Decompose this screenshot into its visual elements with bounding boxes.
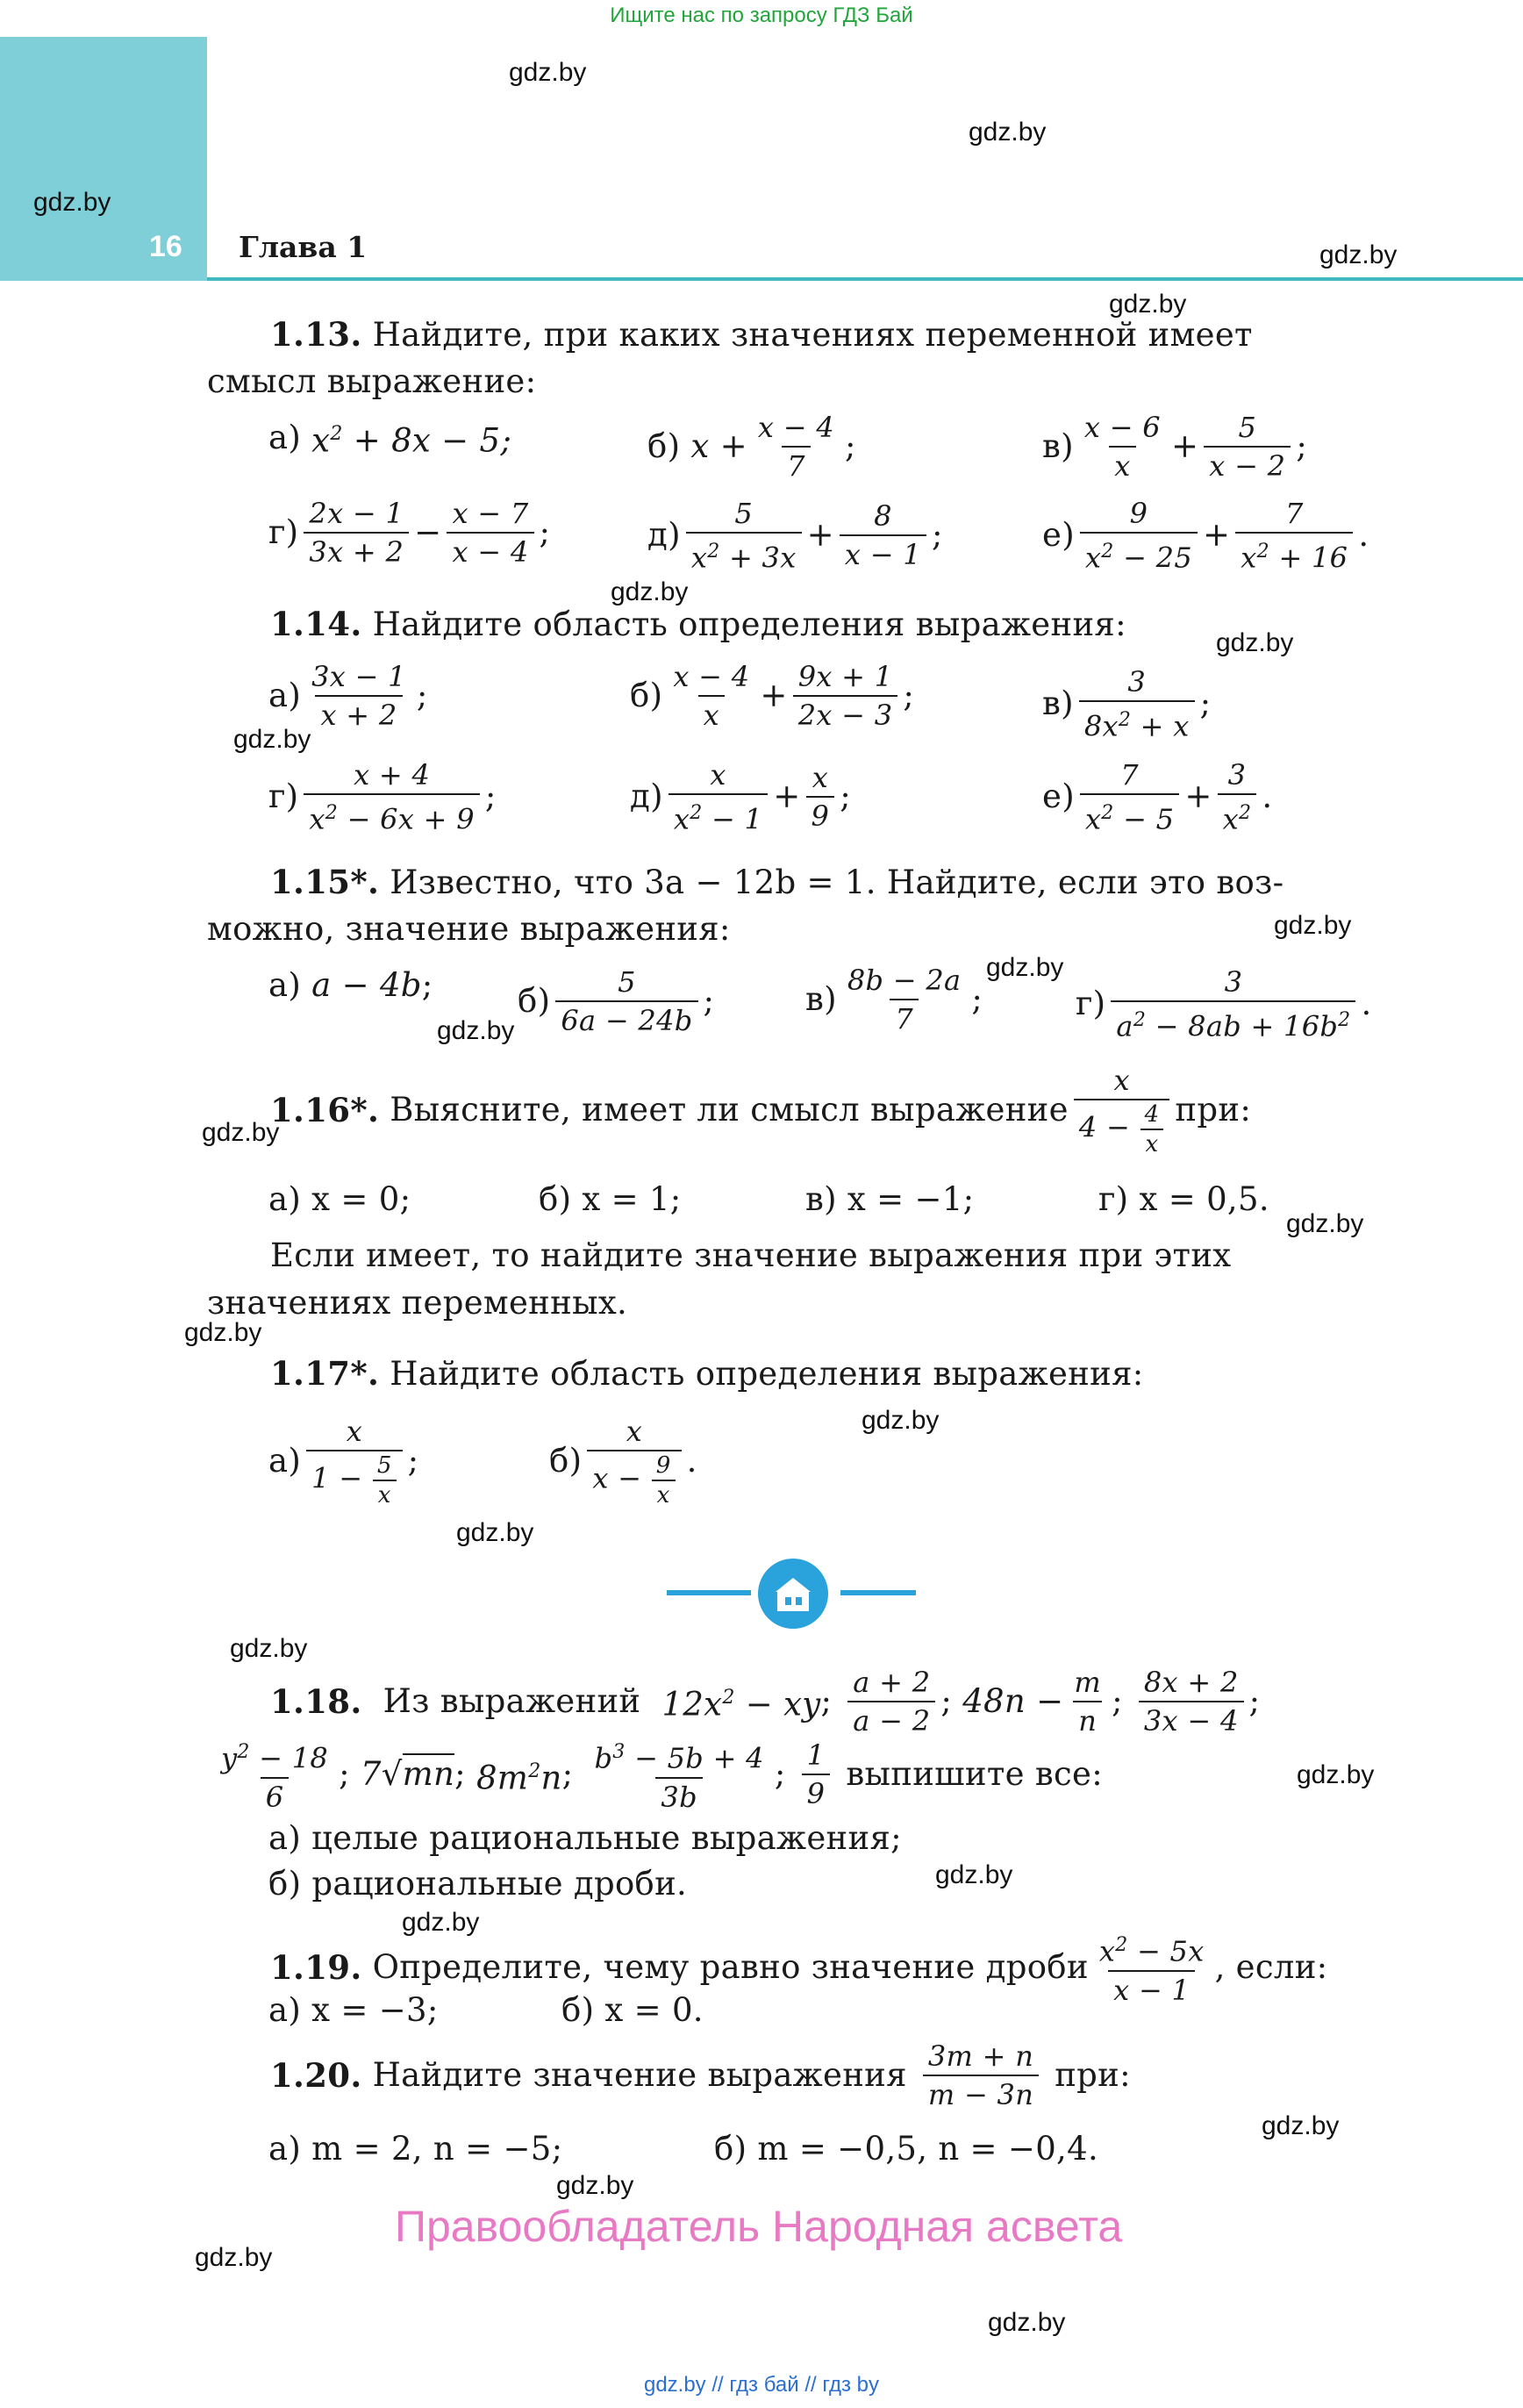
exercise-text: Выясните, имеет ли смысл выражение	[390, 1091, 1069, 1129]
watermark: gdz.by	[509, 58, 587, 87]
watermark: gdz.by	[1297, 1760, 1375, 1789]
exercise-1-14-item-v: в) $\frac{3}{8x^2 + x}$ ;	[1042, 665, 1212, 743]
watermark: gdz.by	[1274, 911, 1352, 940]
exercise-1-16-item-g: г) x = 0,5.	[1098, 1180, 1269, 1218]
chapter-title: Глава 1	[239, 230, 368, 264]
exercise-number: 1.14.	[270, 605, 362, 643]
exercise-1-14-item-g: г) $\frac{x + 4}{x^2 - 6x + 9}$ ;	[268, 758, 497, 836]
exercise-1-15-item-b: б) $\frac{5}{6a - 24b}$ ;	[518, 965, 715, 1037]
exercise-text: значениях переменных.	[207, 1284, 628, 1322]
watermark: gdz.by	[202, 1118, 280, 1147]
rights-holder-note: Правообладатель Народная асвета	[395, 2202, 1123, 2251]
watermark: gdz.by	[456, 1518, 534, 1547]
exercise-1-20-item-a: а) m = 2, n = −5;	[268, 2130, 563, 2168]
exercise-1-18-expressions: $\frac{y^2 - 18}{6}$ ; 7√mn ; $8m^2n$ ; $\frac{b^3 - 5b + 4}{3b}$ ; $\frac{1}{9}$ выпишите все:	[221, 1738, 1103, 1814]
exercise-1-18-item-a: а) целые рациональные выражения;	[268, 1819, 902, 1857]
watermark: gdz.by	[969, 118, 1047, 147]
exercise-1-17-item-a: а) x 1 − $\frac{5}{x}$ ;	[268, 1415, 419, 1509]
exercise-text: Найдите значение выражения	[372, 2056, 907, 2094]
exercise-number: 1.20.	[270, 2056, 362, 2095]
exercise-1-15-heading	[270, 860, 1283, 905]
divider-line	[840, 1590, 916, 1595]
exercise-1-16-heading: 1.16*. Выясните, имеет ли смысл выражение x 4 − $\frac{4}{x}$ при:	[270, 1064, 1252, 1157]
exercise-number: 1.17*.	[270, 1354, 380, 1393]
watermark: gdz.by	[402, 1908, 480, 1937]
exercise-1-16-item-a: а) x = 0;	[268, 1180, 411, 1218]
exercise-1-13-heading	[270, 312, 1379, 357]
exercise-1-13-item-a: а) $x^2 + 8x - 5$;	[268, 418, 512, 460]
exercise-text: смысл выражение:	[207, 362, 537, 400]
exercise-1-19-heading: 1.19. Определите, чему равно значение дроби $\frac{x^2 - 5x}{x - 1}$ , если:	[270, 1934, 1328, 2007]
watermark: gdz.by	[556, 2171, 634, 2200]
exercise-text: Известно, что 3a − 12b = 1. Найдите, если это воз-	[390, 864, 1284, 901]
watermark: gdz.by	[935, 1860, 1013, 1889]
watermark: gdz.by	[986, 953, 1064, 982]
exercise-1-13-item-d: д) $\frac{5}{x^2 + 3x}$ + $\frac{8}{x - 1}$ ;	[647, 497, 943, 575]
footer-links: gdz.by // гдз бай // гдз by	[643, 2373, 880, 2397]
page-number: 16	[149, 230, 182, 263]
top-search-note: Ищите нас по запросу ГДЗ Бай	[610, 4, 913, 27]
exercise-1-15-item-g: г) $\frac{3}{a^2 - 8ab + 16b^2}$ .	[1076, 965, 1372, 1043]
exercise-text: Найдите, при каких значениях переменной имеет	[372, 316, 1253, 354]
watermark: gdz.by	[195, 2243, 273, 2272]
divider-line	[667, 1590, 751, 1595]
exercise-1-13-item-v: в) $\frac{x - 6}{x}$ + $\frac{5}{x - 2}$ ;	[1042, 411, 1308, 483]
exercise-number: 1.13.	[270, 315, 362, 354]
exercise-1-15-item-v: в) $\frac{8b - 2a}{7}$ ;	[805, 964, 983, 1036]
exercise-1-16-item-b: б) x = 1;	[539, 1180, 682, 1218]
exercise-text: Найдите область определения выражения:	[390, 1355, 1144, 1393]
exercise-number: 1.16*.	[270, 1091, 380, 1129]
exercise-1-13-item-b: б) x + $\frac{x - 4}{7}$ ;	[647, 411, 856, 483]
header-rule	[207, 277, 1523, 281]
exercise-1-17-item-b: б) x x − $\frac{9}{x}$ .	[549, 1415, 697, 1509]
exercise-text: Если имеет, то найдите значение выражения при этих	[270, 1236, 1232, 1274]
exercise-1-18-heading: 1.18. Из выражений $12x^2$ − xy ; $\frac{a + 2}{a - 2}$ ; 48n − $\frac{m}{n}$ ; $\frac{8x + 2}{3x - 4}$ ;	[270, 1666, 1261, 1738]
exercise-1-15-item-a: а) a − 4b ;	[268, 966, 433, 1004]
exercise-number: 1.15*.	[270, 863, 380, 901]
exercise-text: Найдите область определения выражения:	[372, 606, 1126, 643]
watermark: gdz.by	[184, 1318, 262, 1347]
watermark: gdz.by	[1109, 290, 1187, 319]
watermark: gdz.by	[988, 2308, 1066, 2337]
house-icon	[758, 1559, 828, 1629]
exercise-1-14-item-a: а) $\frac{3x - 1}{x + 2}$ ;	[268, 660, 428, 732]
exercise-text: Из выражений	[383, 1682, 641, 1720]
watermark: gdz.by	[862, 1406, 940, 1435]
exercise-1-16-item-v: в) x = −1;	[805, 1180, 975, 1218]
exercise-text: можно, значение выражения:	[207, 910, 731, 948]
watermark: gdz.by	[437, 1016, 515, 1045]
exercise-1-14-item-b: б) $\frac{x - 4}{x}$ + $\frac{9x + 1}{2x - 3}$ ;	[630, 660, 915, 732]
exercise-1-19-item-b: б) x = 0.	[561, 1991, 704, 2029]
exercise-1-14-item-e: е) $\frac{7}{x^2 - 5}$ + $\frac{3}{x^2}$ .	[1042, 758, 1273, 836]
watermark: gdz.by	[230, 1634, 308, 1663]
exercise-1-20-heading: 1.20. Найдите значение выражения $\frac{3m + n}{m - 3n}$ при:	[270, 2039, 1131, 2111]
exercise-1-18-item-b: б) рациональные дроби.	[268, 1865, 688, 1903]
watermark: gdz.by	[611, 577, 689, 606]
exercise-1-19-item-a: а) x = −3;	[268, 1991, 439, 2029]
exercise-number: 1.18.	[270, 1682, 362, 1721]
exercise-number: 1.19.	[270, 1948, 362, 1988]
watermark: gdz.by	[1262, 2111, 1340, 2140]
watermark: gdz.by	[233, 725, 311, 754]
exercise-1-13-item-g: г) $\frac{2x - 1}{3x + 2}$ − $\frac{x - 7}{x - 4}$ ;	[268, 497, 551, 569]
exercise-1-20-item-b: б) m = −0,5, n = −0,4.	[714, 2130, 1099, 2168]
exercise-1-13-item-e: е) $\frac{9}{x^2 - 25}$ + $\frac{7}{x^2 + 16}$ .	[1042, 497, 1369, 575]
exercise-text: Определите, чему равно значение дроби	[372, 1948, 1089, 1987]
watermark: gdz.by	[1286, 1209, 1364, 1238]
watermark: gdz.by	[1216, 628, 1294, 657]
watermark: gdz.by	[33, 188, 111, 217]
watermark: gdz.by	[1319, 240, 1398, 269]
exercise-1-14-item-d: д) $\frac{x}{x^2 - 1}$ + $\frac{x}{9}$ ;	[630, 758, 851, 836]
exercise-1-17-heading	[270, 1351, 1144, 1396]
exercise-text: выпишите все:	[846, 1755, 1103, 1794]
exercise-1-14-heading	[270, 602, 1126, 647]
